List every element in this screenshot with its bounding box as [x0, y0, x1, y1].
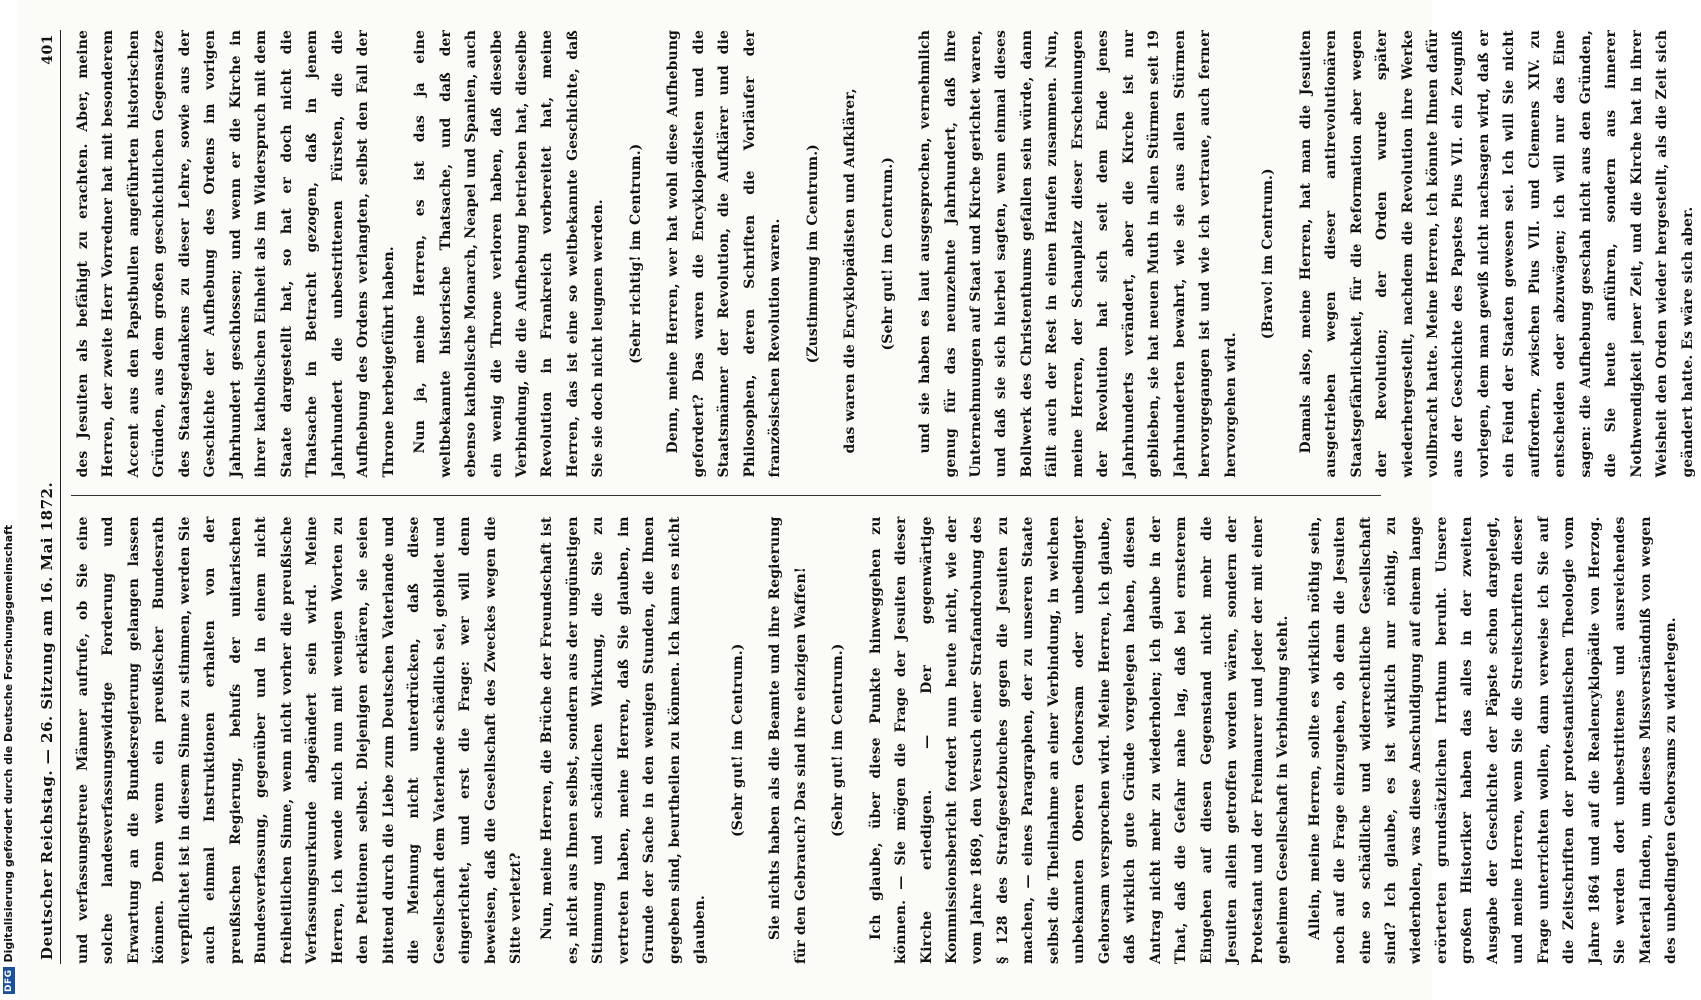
- paragraph: des Jesuiten als befähigt zu erachten. Aber, meine Herren, der zweite Herr Vorredner hat mit besonderem Accent aus den Papstbullen angeführten historischen Gründen, aus dem großen geschichtlichen Gegensatze des Staatsgedankens zu dieser Lehre, sowie aus der Geschichte der Aufhebung des Ordens im vorigen Jahrhundert geschlossen; und wenn er die Kirche in ihrer katholischen Einheit als im Widerspruch mit dem Staate dargestellt hat, so hat er doch nicht die Thatsache in Betracht gezogen, daß in jenem Jahrhundert die unbestrittenen Fürsten, die die Aufhebung des Ordens verlangten, selbst den Fall der Throne herbeigeführt haben.: [75, 30, 397, 478]
- interjection: (Sehr gut! im Centrum.): [830, 643, 847, 837]
- paragraph: das waren die Encyklopädisten und Aufklärer,: [842, 88, 859, 454]
- paragraph: Denn, meine Herren, wer hat wohl diese Aufhebung gefordert? Das waren die Encyklopädisten und die Staatsmänner der Revolution, die Aufklärer und die Philosophen, deren Schriften die Vorläufer der französischen Revolution waren.: [665, 30, 784, 478]
- text-columns: [71, 30, 1696, 964]
- paragraph: Allein, meine Herren, sollte es wirklich nöthig sein, noch auf die Frage einzugehen, ob denn die Jesuiten eine so schädliche und widerrechtliche Gesellschaft sind? Ich glaube, es ist wirklich nur nöthig, zu wiederholen, was diese Anschuldigung auf einem lange erörterten grundsätzlichen Irrthum beruht. Unsere großen Historiker haben das alles in der zweiten Ausgabe der Geschichte der Päpste schon dargelegt, und meine Herren, wenn Sie die Streitschriften dieser Frage unterrichten wollen, dann verweise ich Sie auf die Zeitschriften der protestantischen Theologie vom Jahre 1864 und auf die Realencyklopädie von Herzog. Sie werden dort unbestrittenes und ausreichendes Material finden, um dieses Missverständniß von wegen des unbedingten Gehorsams zu widerlegen.: [1306, 516, 1680, 964]
- page-header: [38, 30, 61, 964]
- interjection: (Sehr gut! im Centrum.): [879, 157, 896, 351]
- credit-line: [0, 10, 18, 1000]
- paragraph: Ich glaube, über diese Punkte hinweggehen zu können. — Sie mögen die Frage der Jesuiten dieser Kirche erledigen. — Der gegenwärtige Kommissionsbericht fordert nun heute nicht, wie der vom Jahre 1869, den Versuch einer Strafandrohung des § 128 des Strafgesetzbuches gegen die Jesuiten zu machen, — eines Paragraphen, der zu unseren Staate selbst die Theilnahme an einer Verbindung, in welchen unbekannten Oberen Gehorsam oder unbedingter Gehorsam versprochen wird. Meine Herren, ich glaube, daß wirklich gute Gründe vorgelegen haben, diesen Antrag nicht mehr zu wiederholen; ich glaube in der That, daß die Gefahr nahe lag, daß bei ernsterem Eingehen auf diesen Gegenstand nicht mehr die Jesuiten allein getroffen worden wären, sondern der Protestant und der Freimaurer und jeder der mit einer geheimen Gesellschaft in Verbindung steht.: [867, 516, 1292, 964]
- paragraph: und sie haben es laut ausgesprochen, vernehmlich genug für das neunzehnte Jahrhundert, daß ihre Unternehmungen auf Staat und Kirche gerichtet waren, und daß sie sich hierbei sagten, wenn einmal dieses Bollwerk des Christenthums gefallen sein würde, dann fällt auch der Rest in einen Haufen zusammen. Nun, meine Herren, der Schauplatz dieser Erscheinungen der Revolution hat sich seit dem Ende jenes Jahrhunderts verändert, aber die Kirche ist nur geblieben, sie hat neuen Muth in allen Stürmen seit 19 Jahrhunderten bewahrt, wie sie aus allen Stürmen hervorgegangen ist und wie ich vertraue, auch ferner hervorgehen wird.: [917, 30, 1239, 478]
- interjection: (Sehr richtig! im Centrum.): [627, 143, 644, 364]
- paragraph: Damals also, meine Herren, hat man die Jesuiten ausgetrieben wegen dieser antirevolutionären Staatsgefährlichkeit, für die Reformation aber wegen der Revolution; der Orden wurde später wiederhergestellt, nachdem die Revolution ihre Werke vollbracht hatte. Meine Herren, ich könnte Ihnen dafür aus der Geschichte des Papstes Pius VII. ein Zeugniß vorlegen, dem man gewiß nicht nachsagen wird, daß er ein Feind der Staaten gewesen sei. Ich will Sie nicht auffordern, zwischen Pius VII. und Clemens XIV. zu entscheiden oder abzuwägen; ich will nur das Eine sagen: die Aufhebung geschah nicht aus den Gründen, die Sie heute anführen, sondern aus innerer Nothwendigkeit jener Zeit, und die Kirche hat in ihrer Weisheit den Orden wieder hergestellt, als die Zeit sich geändert hatte. Es wäre sich aber.: [1297, 30, 1696, 478]
- text-column-right: [71, 30, 1696, 497]
- scanned-page: [18, 0, 1696, 1000]
- interjection: (Bravo! im Centrum.): [1260, 168, 1277, 340]
- paragraph: Nun ja, meine Herren, es ist das ja eine weltbekannte historische Thatsache, und daß der ebenso katholische Monarch, Neapel und Spanien, auch ein wenig die Throne verloren haben, daß dieselbe Verbindung, die die Aufhebung betrieben hat, dieselbe Revolution in Frankreich vorbereitet hat, meine Herren, das ist eine so weltbekannte Geschichte, daß Sie sie doch nicht leugnen werden.: [412, 30, 607, 478]
- text-column-left: [71, 516, 1680, 965]
- page-number: 401: [40, 34, 56, 65]
- paragraph: Nun, meine Herren, die Brüche der Freundschaft ist es, nicht aus Ihnen selbst, sondern aus der ungünstigen Stimmung und schädlichen Wirkung, die Sie zu vertreten haben, meine Herren, daß Sie glauben, im Grunde der Sache in den wenigen Stunden, die Ihnen gegeben sind, beurtheilen zu können. Ich kann es nicht glauben.: [539, 516, 709, 964]
- interjection: (Sehr gut! im Centrum.): [729, 643, 746, 837]
- paragraph: und verfassungstreue Männer aufrufe, ob Sie eine solche landesverfassungswidrige Forderung und Erwartung an die Bundesregierung gelangen lassen können. Denn wenn ein preußischer Bundesrath verpflichtet ist in diesem Sinne zu stimmen, werden Sie auch einmal Instruktionen erhalten von der preußischen Regierung, behufs der unitarischen Bundesverfassung, gegenüber und in einem nicht freiheitlichen Sinne, wenn nicht vorher die preußische Verfassungsurkunde abgeändert sein wird. Meine Herren, ich wende mich nun mit wenigen Worten zu den Petitionen selbst. Diejenigen erklären, sie seien bittend durch die Liebe zum Deutschen Vaterlande und die Meinung nicht unterdrücken, daß diese Gesellschaft dem Vaterlande schädlich sei, gebildet und eingerichtet, und erst die Frage: wer will denn beweisen, daß die Gesellschaft des Zweckes wegen die Sitte verletzt?: [75, 516, 524, 964]
- page-header-title: Deutscher Reichstag. — 26. Sitzung am 16. Mai 1872.: [38, 481, 56, 960]
- interjection: (Zustimmung im Centrum.): [804, 144, 821, 364]
- digitization-credit-strip: [0, 0, 18, 1000]
- dfg-logo: DFG: [4, 969, 14, 992]
- rotated-page-content: [18, 0, 1696, 1000]
- paragraph: Sie nichts haben als die Beamte und ihre Regierung für den Gebrauch? Das sind ihre einzigen Waffen!: [767, 516, 809, 964]
- credit-text: Digitalisierung gefördert durch die Deutsche Forschungsgemeinschaft: [2, 524, 15, 963]
